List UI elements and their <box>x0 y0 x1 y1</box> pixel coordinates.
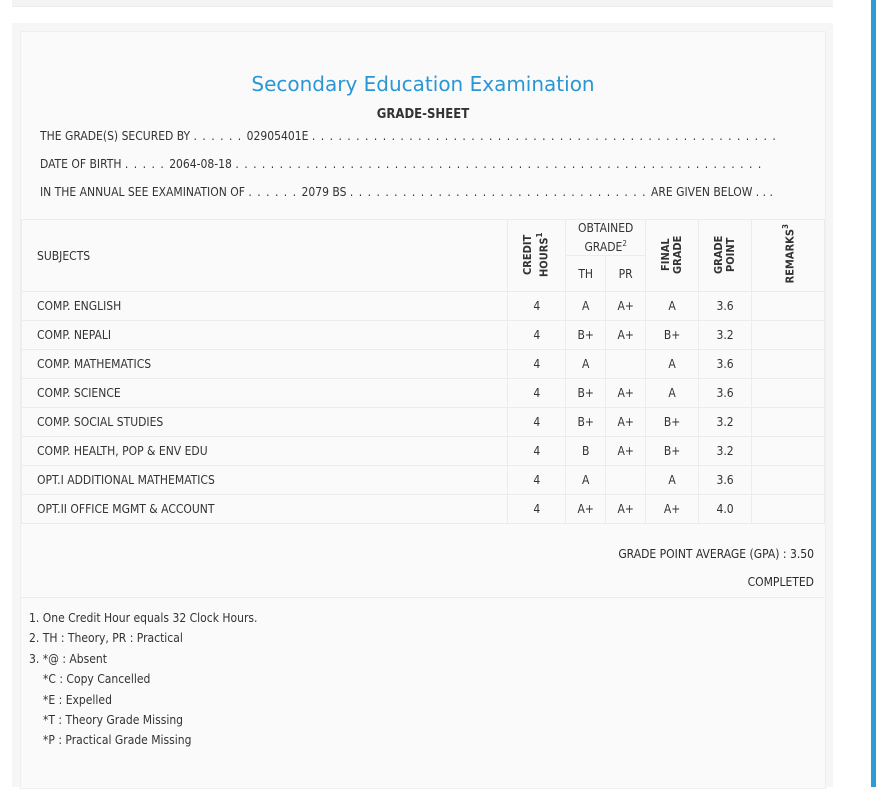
pr-grade-cell <box>606 466 646 495</box>
subject-cell: COMP. NEPALI <box>22 321 508 350</box>
pr-grade-cell: A+ <box>606 495 646 524</box>
header-pr: PR <box>606 256 646 292</box>
pr-grade-cell: A+ <box>606 437 646 466</box>
footnote: 1. One Credit Hour equals 32 Clock Hours. <box>29 611 258 625</box>
grades-table <box>21 219 825 524</box>
page-title: Secondary Education Examination <box>251 72 595 96</box>
pr-grade-cell: A+ <box>606 408 646 437</box>
header-remarks: REMARKS$^3$ <box>752 220 825 292</box>
final-grade-cell: A <box>646 379 699 408</box>
footnotes <box>29 608 257 751</box>
page-subtitle: GRADE-SHEET <box>376 107 470 122</box>
table-row <box>22 466 825 495</box>
final-grade-cell: A+ <box>646 495 699 524</box>
footnote: *C : Copy Cancelled <box>43 672 151 687</box>
final-grade-cell: B+ <box>646 437 699 466</box>
th-grade-cell: B+ <box>566 408 606 437</box>
dob-value: 2064-08-18 <box>169 157 232 171</box>
subject-cell: COMP. SOCIAL STUDIES <box>22 408 508 437</box>
footnote: *P : Practical Grade Missing <box>43 733 192 748</box>
final-grade-cell: A <box>646 350 699 379</box>
result-status: COMPLETED <box>747 575 814 589</box>
final-grade-cell: B+ <box>646 321 699 350</box>
dob-label: DATE OF BIRTH <box>40 157 122 171</box>
subject-cell: COMP. SCIENCE <box>22 379 508 408</box>
credit-hours-cell: 4 <box>508 466 566 495</box>
info-date-of-birth: DATE OF BIRTH . . . . . 2064-08-18 . . . . . . . . . . . . . . . . . . . . . . . . . . . . . . . . . . . . . . . . . . . . . . . . . . . . . . . . . . . . <box>40 157 763 171</box>
remarks-cell <box>752 321 825 350</box>
table-row <box>22 379 825 408</box>
credit-hours-cell: 4 <box>508 292 566 321</box>
grade-point-cell: 4.0 <box>699 495 752 524</box>
footnote: *T : Theory Grade Missing <box>43 713 184 728</box>
header-credit-hours: CREDIT HOURS$^1$ <box>508 220 566 292</box>
gpa-label: GRADE POINT AVERAGE (GPA) : <box>618 547 787 561</box>
subject-cell: OPT.I ADDITIONAL MATHEMATICS <box>22 466 508 495</box>
accent-sidebar-bar <box>871 0 876 787</box>
info-secured-by: THE GRADE(S) SECURED BY . . . . . . 02905401E . . . . . . . . . . . . . . . . . . . . . . . . . . . . . . . . . . . . . . . . . . . . . . . . . . . . . <box>40 129 777 143</box>
table-row <box>22 437 825 466</box>
credit-hours-cell: 4 <box>508 437 566 466</box>
final-grade-cell: A <box>646 466 699 495</box>
header-final-grade: FINAL GRADE <box>646 220 699 292</box>
credit-hours-cell: 4 <box>508 350 566 379</box>
pr-grade-cell: A+ <box>606 292 646 321</box>
exam-label: IN THE ANNUAL SEE EXAMINATION OF <box>40 185 245 199</box>
credit-hours-cell: 4 <box>508 408 566 437</box>
table-row <box>22 350 825 379</box>
grade-sheet-panel <box>12 23 833 787</box>
subject-cell: OPT.II OFFICE MGMT & ACCOUNT <box>22 495 508 524</box>
th-grade-cell: B+ <box>566 379 606 408</box>
grade-point-cell: 3.6 <box>699 292 752 321</box>
header-subjects: SUBJECTS <box>22 220 508 292</box>
remarks-cell <box>752 408 825 437</box>
grade-sheet-content <box>20 31 826 789</box>
grade-point-cell: 3.6 <box>699 466 752 495</box>
pr-grade-cell: A+ <box>606 321 646 350</box>
credit-hours-cell: 4 <box>508 379 566 408</box>
header-th: TH <box>566 256 606 292</box>
header-obtained-grade: OBTAINED GRADE$^2$ <box>566 220 646 256</box>
remarks-cell <box>752 292 825 321</box>
pr-grade-cell: A+ <box>606 379 646 408</box>
remarks-cell <box>752 379 825 408</box>
remarks-cell <box>752 350 825 379</box>
grade-point-cell: 3.2 <box>699 321 752 350</box>
remarks-cell <box>752 466 825 495</box>
secured-by-label: THE GRADE(S) SECURED BY <box>40 129 191 143</box>
subject-cell: COMP. MATHEMATICS <box>22 350 508 379</box>
credit-hours-cell: 4 <box>508 495 566 524</box>
pr-grade-cell <box>606 350 646 379</box>
grades-table-body <box>22 292 825 524</box>
gpa-value: 3.50 <box>789 547 814 561</box>
subject-cell: COMP. ENGLISH <box>22 292 508 321</box>
grade-point-cell: 3.6 <box>699 379 752 408</box>
grade-point-cell: 3.6 <box>699 350 752 379</box>
final-grade-cell: B+ <box>646 408 699 437</box>
table-row <box>22 292 825 321</box>
header-grade-point: GRADE POINT <box>699 220 752 292</box>
th-grade-cell: B+ <box>566 321 606 350</box>
th-grade-cell: A <box>566 292 606 321</box>
footnote: 2. TH : Theory, PR : Practical <box>29 631 183 646</box>
table-row <box>22 408 825 437</box>
subject-cell: COMP. HEALTH, POP & ENV EDU <box>22 437 508 466</box>
th-grade-cell: A <box>566 466 606 495</box>
th-grade-cell: A+ <box>566 495 606 524</box>
notes-divider <box>21 597 825 598</box>
footnote: *E : Expelled <box>43 692 112 707</box>
gpa-summary <box>618 547 814 561</box>
th-grade-cell: A <box>566 350 606 379</box>
table-row <box>22 495 825 524</box>
final-grade-cell: A <box>646 292 699 321</box>
info-exam: IN THE ANNUAL SEE EXAMINATION OF . . . . . . 2079 BS . . . . . . . . . . . . . . . . . . . . . . . . . . . . . . . . . . ARE GIVEN BELOW . . . <box>40 185 773 199</box>
th-grade-cell: B <box>566 437 606 466</box>
footnote: 3. *@ : Absent <box>29 651 107 666</box>
grade-point-cell: 3.2 <box>699 437 752 466</box>
symbol-number: 02905401E <box>246 129 309 143</box>
table-row <box>22 321 825 350</box>
remarks-cell <box>752 495 825 524</box>
remarks-cell <box>752 437 825 466</box>
exam-year: 2079 BS <box>301 185 347 199</box>
exam-suffix: ARE GIVEN BELOW . . . <box>651 185 773 199</box>
grade-point-cell: 3.2 <box>699 408 752 437</box>
top-panel-edge <box>12 0 833 7</box>
credit-hours-cell: 4 <box>508 321 566 350</box>
